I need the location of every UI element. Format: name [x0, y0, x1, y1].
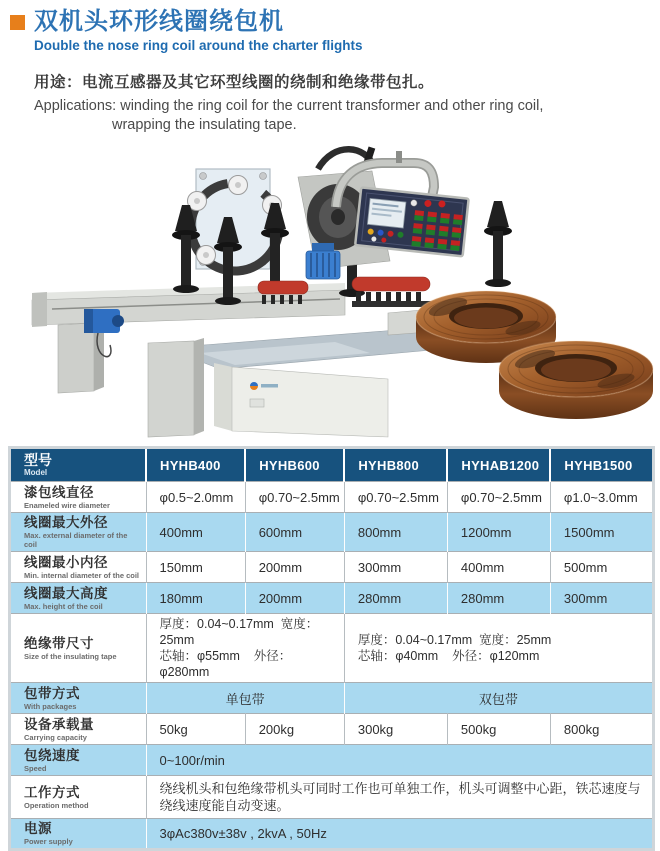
spec-row-label [10, 552, 147, 583]
usage-text-en-line2: wrapping the insulating tape. [112, 117, 297, 133]
spec-cell: 500mm [550, 552, 653, 583]
spec-row-label-en: Speed [24, 763, 47, 773]
spec-row-label-zh: 线圈最小内径 [24, 554, 108, 570]
spec-model-header: HYHB400 [146, 448, 245, 482]
spec-row-label [10, 714, 147, 745]
product-photo [0, 143, 660, 443]
spec-cell: 200mm [245, 583, 344, 614]
spec-row-label [10, 819, 147, 850]
spec-model-header: HYHB800 [344, 448, 447, 482]
usage-block [34, 70, 650, 133]
spec-row-label-zh: 漆包线直径 [24, 484, 94, 500]
spec-cell: 150mm [146, 552, 245, 583]
spec-model-header: HYHAB1200 [447, 448, 550, 482]
spec-cell: 1500mm [550, 513, 653, 552]
spec-cell: 200kg [245, 714, 344, 745]
spec-cell: 50kg [146, 714, 245, 745]
spec-cell: 600mm [245, 513, 344, 552]
spec-row [10, 513, 654, 552]
spec-cell: φ0.70~2.5mm [447, 482, 550, 513]
spec-cell: 3φAc380v±38v , 2kvA , 50Hz [146, 819, 653, 850]
spec-row-label [10, 513, 147, 552]
spec-cell [146, 614, 344, 683]
spec-row [10, 583, 654, 614]
page-title: 双机头环形线圈绕包机 [34, 8, 284, 35]
spec-cell: φ0.5~2.0mm [146, 482, 245, 513]
spec-row-label-zh: 工作方式 [24, 784, 80, 800]
copper-coil-2 [499, 341, 653, 419]
spec-row [10, 683, 654, 714]
spec-row-label-en: Max. external diameter of the coil [24, 531, 128, 549]
spec-cell: 500kg [447, 714, 550, 745]
spec-row-label-en: Min. internal diameter of the coil [24, 570, 140, 580]
spec-row-label-zh: 电源 [24, 821, 52, 836]
spec-cell: 0~100r/min [146, 745, 653, 776]
model-label-en: Model [24, 468, 48, 477]
spec-row-label-zh: 包带方式 [24, 685, 80, 701]
spec-cell: φ0.70~2.5mm [344, 482, 447, 513]
spec-cell [344, 614, 653, 683]
spec-row-label-en: With packages [24, 701, 77, 711]
spec-row [10, 482, 654, 513]
title-bullet-square [10, 15, 25, 30]
spec-cell-line: 厚度：0.04~0.17mm 宽度：25mm [159, 617, 319, 647]
spec-row-label-zh: 线圈最大外径 [24, 515, 108, 530]
spec-row-label-en: Enameled wire diameter [24, 500, 110, 510]
spec-cell: 800kg [550, 714, 653, 745]
spec-row-label-en: Size of the insulating tape [24, 651, 117, 661]
spec-row-label [10, 583, 147, 614]
spec-cell-line: 厚度：0.04~0.17mm 宽度：25mm [357, 633, 552, 647]
spec-cell-line: 芯轴：φ55mm 外径：φ280mm [159, 649, 292, 679]
spec-row-label [10, 614, 147, 683]
spec-row [10, 819, 654, 850]
spec-row-label [10, 776, 147, 819]
spec-row-label-zh: 设备承载量 [24, 716, 94, 732]
spec-row [10, 614, 654, 683]
spec-cell: φ0.70~2.5mm [245, 482, 344, 513]
spec-row-label [10, 745, 147, 776]
spec-row-label-en: Operation method [24, 800, 89, 810]
spec-cell: 单包带 [146, 683, 344, 714]
spec-cell: 400mm [146, 513, 245, 552]
spec-row [10, 745, 654, 776]
spec-row-label-zh: 线圈最大高度 [24, 585, 108, 601]
control-panel [355, 187, 468, 256]
spec-row-label [10, 482, 147, 513]
spec-row-label-en: Power supply [24, 837, 73, 846]
spec-cell: 280mm [344, 583, 447, 614]
spec-cell: 绕线机头和包绝缘带机头可同时工作也可单独工作，机头可调整中心距，铁芯速度与绕线速度能自动变速。 [146, 776, 653, 819]
spec-row [10, 552, 654, 583]
spec-row-label-en: Max. height of the coil [24, 601, 103, 611]
spec-row-label-en: Carrying capacity [24, 732, 87, 742]
spec-model-header: HYHB600 [245, 448, 344, 482]
spec-cell: 280mm [447, 583, 550, 614]
usage-text-en-line1: Applications: winding the ring coil for the current transformer and other ring coil, [34, 98, 544, 114]
spec-cell: φ1.0~3.0mm [550, 482, 653, 513]
machine-cabinet [214, 363, 388, 437]
spec-row-label-zh: 绝缘带尺寸 [24, 635, 94, 651]
spec-cell: 200mm [245, 552, 344, 583]
spec-header-row [10, 448, 654, 482]
spec-model-label [10, 448, 147, 482]
spec-row-label [10, 683, 147, 714]
spec-row [10, 714, 654, 745]
spec-row-label-zh: 包绕速度 [24, 747, 80, 763]
spec-cell-line: 芯轴：φ40mm 外径：φ120mm [357, 649, 540, 663]
spec-cell: 400mm [447, 552, 550, 583]
spec-cell: 1200mm [447, 513, 550, 552]
spec-table [8, 446, 655, 851]
usage-text-zh: 用途：电流互感器及其它环型线圈的绕制和绝缘带包扎。 [34, 74, 435, 91]
page-subtitle-en: Double the nose ring coil around the charter flights [34, 38, 363, 53]
spec-cell: 180mm [146, 583, 245, 614]
front-left-leg [148, 338, 204, 437]
page-header [10, 8, 650, 136]
spec-row [10, 776, 654, 819]
spec-cell: 800mm [344, 513, 447, 552]
spec-model-header: HYHB1500 [550, 448, 653, 482]
spec-cell: 300kg [344, 714, 447, 745]
model-label-zh: 型号 [24, 452, 52, 468]
spec-cell: 双包带 [344, 683, 653, 714]
spec-cell: 300mm [550, 583, 653, 614]
spec-cell: 300mm [344, 552, 447, 583]
